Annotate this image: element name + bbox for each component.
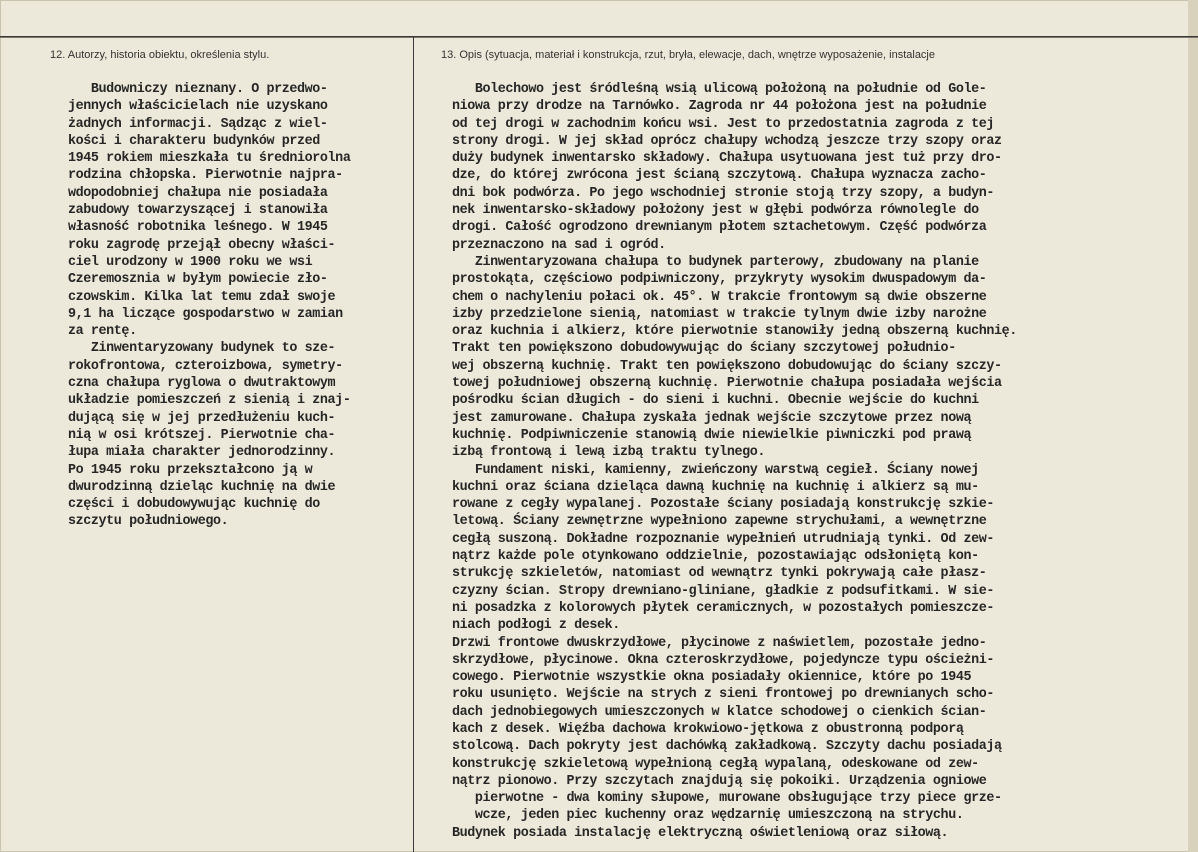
text-line: jest zamurowane. Chałupa zyskała jednak wejście szczytowe przez nową: [452, 410, 972, 426]
text-line: pośrodku ścian długich - do sieni i kuchni. Obecnie wejście do kuchni: [452, 393, 979, 409]
text-line: letową. Ściany zewnętrzne wypełniono zapewne strychułami, a wewnętrzne: [452, 514, 987, 530]
text-line: czyzny ścian. Stropy drewniano-gliniane, gładkie z podsufitkami. W sie-: [452, 583, 994, 599]
text-line: prostokąta, częściowo podpiwniczony, przykryty wysokim dwuspadowym da-: [452, 272, 987, 288]
text-line: dującą się w jej przedłużeniu kuch-: [68, 410, 336, 426]
text-line: Zinwentaryzowana chałupa to budynek parterowy, zbudowany na planie: [452, 254, 979, 270]
text-line: dwurodzinną dzieląc kuchnię na dwie: [68, 479, 336, 495]
text-line: nią w osi krótszej. Pierwotnie cha-: [68, 427, 336, 443]
text-line: szczytu południowego.: [68, 514, 229, 530]
text-line: niach podłogi z desek.: [452, 618, 620, 634]
text-line: chem o nachyleniu połaci ok. 45°. W trakcie frontowym są dwie obszerne: [452, 289, 987, 305]
text-line: skrzydłowe, płycinowe. Okna czteroskrzydłowe, pojedyncze typu ościeżni-: [452, 652, 994, 668]
text-line: własność robotnika leśnego. W 1945: [68, 220, 328, 236]
text-line: kuchnię. Podpiwniczenie stanowią dwie niewielkie piwniczki pod prawą: [452, 427, 972, 443]
text-line: Drzwi frontowe dwuskrzydłowe, płycinowe z naświetlem, pozostałe jedno-: [452, 635, 987, 651]
text-line: kach z desek. Więźba dachowa krokwiowo-jętkowa z obustronną podporą: [452, 721, 964, 737]
left-column-text: [68, 81, 350, 531]
text-line: konstrukcję szkieletową wypełnioną cegłą wypalaną, odeskowane od zew-: [452, 756, 979, 772]
page-right-edge: [1188, 0, 1198, 852]
text-line: roku zagrodę przejął obecny właści-: [68, 237, 336, 253]
text-line: dach jednobiegowych umieszczonych w klatce schodowej o cienkich ścian-: [452, 704, 987, 720]
text-line: żadnych informacji. Sądząc z wiel-: [68, 116, 328, 132]
text-line: izby przedzielone sienią, natomiast w trakcie tylnym dwie izby narożne: [452, 306, 987, 322]
text-line: Po 1945 roku przekształcono ją w: [68, 462, 313, 478]
text-line: nek inwentarsko-składowy położony jest w głębi podwórza równolegle do: [452, 203, 979, 219]
column-divider: [413, 36, 414, 852]
text-line: cowego. Pierwotnie wszystkie okna posiadały okiennice, które po 1945: [452, 670, 972, 686]
text-line: stolcową. Dach pokryty jest dachówką zakładkową. Szczyty dachu posiadają: [452, 739, 1002, 755]
text-line: roku usunięto. Wejście na strych z sieni frontowej po drewnianych scho-: [452, 687, 994, 703]
text-line: duży budynek inwentarsko składowy. Chałupa usytuowana jest tuż przy dro-: [452, 151, 1002, 167]
text-line: dze, do której zwrócona jest ścianą szczytową. Chałupa wyznacza zacho-: [452, 168, 987, 184]
text-line: wej obszerną kuchnię. Trakt ten powiększono dobudowując do ściany szczy-: [452, 358, 1002, 374]
text-line: za rentę.: [68, 324, 137, 340]
left-column-header: 12. Autorzy, historia obiektu, określenia stylu.: [50, 49, 270, 61]
text-line: cegłą suszoną. Dokładne rozpoznanie wypełnień utrudniają tynki. Od zew-: [452, 531, 994, 547]
right-column-header: 13. Opis (sytuacja, materiał i konstrukcja, rzut, bryła, elewacje, dach, wnętrze wyposażenie, instalacje: [441, 49, 935, 61]
text-line: układzie pomieszczeń z sienią i znaj-: [68, 393, 351, 409]
text-line: rodzina chłopska. Pierwotnie najpra-: [68, 168, 343, 184]
text-line: strony drogi. W jej skład oprócz chałupy wchodzą jeszcze trzy szopy oraz: [452, 133, 1002, 149]
text-line: Budowniczy nieznany. O przedwo-: [68, 82, 328, 97]
text-line: łupa miała charakter jednorodzinny.: [68, 445, 336, 461]
text-line: nątrz pionowo. Przy szczytach znajdują się pokoiki. Urządzenia ogniowe: [452, 773, 987, 789]
text-line: oraz kuchnia i alkierz, które pierwotnie stanowiły jedną obszerną kuchnię.: [452, 324, 1017, 340]
text-line: wcze, jeden piec kuchenny oraz wędzarnię umieszczoną na strychu.: [452, 808, 964, 824]
text-line: nątrz każde pole otynkowano oddzielnie, pozostawiając odsłoniętą kon-: [452, 549, 979, 565]
text-line: Budynek posiada instalację elektryczną oświetleniową oraz siłową.: [452, 825, 949, 841]
text-line: Zinwentaryzowany budynek to sze-: [68, 341, 336, 357]
top-rule-shadow: [0, 37, 1198, 38]
text-line: strukcję szkieletów, natomiast od wewnątrz tynki pokrywają całe płasz-: [452, 566, 987, 582]
text-line: izbą frontową i lewą izbą traktu tylnego.: [452, 445, 765, 461]
text-line: czowskim. Kilka lat temu zdał swoje: [68, 289, 336, 305]
text-line: niowa przy drodze na Tarnówko. Zagroda nr 44 położona jest na południe: [452, 99, 987, 115]
text-line: kuchni oraz ściana dzieląca dawną kuchnię na kuchnię i alkierz są mu-: [452, 479, 979, 495]
text-line: przeznaczono na sad i ogród.: [452, 237, 666, 253]
text-line: zabudowy towarzyszącej i stanowiła: [68, 203, 328, 219]
text-line: jennych właścicielach nie uzyskano: [68, 99, 328, 115]
text-line: od tej drogi w zachodnim końcu wsi. Jest to przedostatnia zagroda z tej: [452, 116, 994, 132]
right-column-text: [452, 81, 1017, 842]
text-line: rowane z cegły wypalanej. Pozostałe ściany posiadają konstrukcję szkie-: [452, 497, 994, 513]
text-line: Trakt ten powiększono dobudowywując do ściany szczytowej południo-: [452, 341, 956, 357]
text-line: części i dobudowywując kuchnię do: [68, 497, 320, 513]
text-line: ni posadzka z kolorowych płytek ceramicznych, w pozostałych pomieszcze-: [452, 600, 994, 616]
text-line: Bolechowo jest śródleśną wsią ulicową położoną na południe od Gole-: [452, 82, 987, 97]
text-line: ciel urodzony w 1900 roku we wsi: [68, 254, 313, 270]
text-line: 9,1 ha liczące gospodarstwo w zamian: [68, 306, 343, 322]
text-line: rokofrontowa, czteroizbowa, symetry-: [68, 358, 343, 374]
text-line: czna chałupa ryglowa o dwutraktowym: [68, 376, 336, 392]
text-line: kości i charakteru budynków przed: [68, 133, 320, 149]
text-line: towej południowej obszerną kuchnię. Pierwotnie chałupa posiadała wejścia: [452, 376, 1002, 392]
text-line: drogi. Całość ogrodzono drewnianym płotem sztachetowym. Część podwórza: [452, 220, 987, 236]
text-line: dni bok podwórza. Po jego wschodniej stronie stoją trzy szopy, a budyn-: [452, 185, 994, 201]
text-line: pierwotne - dwa kominy słupowe, murowane obsługujące trzy piece grze-: [452, 791, 1002, 807]
text-line: 1945 rokiem mieszkała tu średniorolna: [68, 151, 351, 167]
text-line: Czeremosznia w byłym powiecie zło-: [68, 272, 328, 288]
text-line: wdopodobniej chałupa nie posiadała: [68, 185, 328, 201]
text-line: Fundament niski, kamienny, zwieńczony warstwą cegieł. Ściany nowej: [452, 462, 979, 478]
